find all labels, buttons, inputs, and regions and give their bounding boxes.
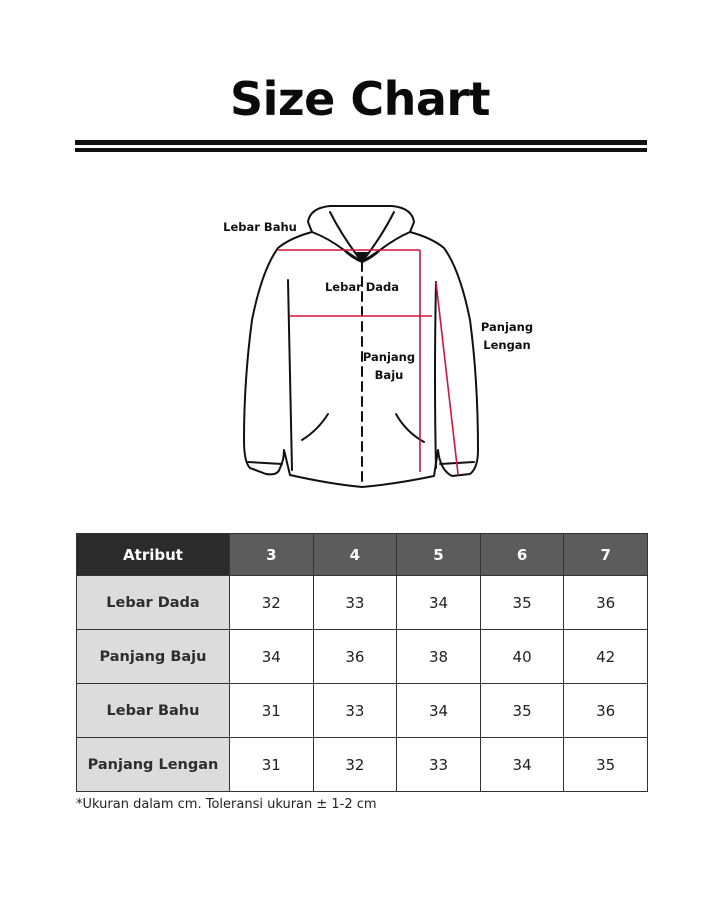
table-cell: 34 <box>230 630 314 684</box>
table-cell: 32 <box>230 576 314 630</box>
table-cell: 38 <box>397 630 481 684</box>
table-cell: 31 <box>230 684 314 738</box>
title-divider-top <box>75 140 647 145</box>
row-label: Lebar Bahu <box>77 684 230 738</box>
sleeve-length-label-line1: Panjang <box>480 320 534 334</box>
body-length-label-line1: Panjang <box>362 350 416 364</box>
page-title: Size Chart <box>229 72 491 126</box>
row-label: Lebar Dada <box>77 576 230 630</box>
table-cell: 31 <box>230 738 314 792</box>
table-cell: 35 <box>564 738 648 792</box>
hoodie-diagram <box>0 180 720 510</box>
size-header: 5 <box>397 534 481 576</box>
sleeve-length-measure-line <box>436 282 458 474</box>
sleeve-length-label-line2: Lengan <box>483 338 531 352</box>
table-cell: 34 <box>397 576 481 630</box>
table-cell: 34 <box>480 738 564 792</box>
table-cell: 40 <box>480 630 564 684</box>
table-cell: 32 <box>313 738 397 792</box>
size-header: 7 <box>564 534 648 576</box>
hoodie-illustration <box>0 180 720 510</box>
table-cell: 36 <box>564 576 648 630</box>
size-note: *Ukuran dalam cm. Toleransi ukuran ± 1-2 cm <box>76 797 377 812</box>
table-row <box>77 738 648 792</box>
table-row <box>77 576 648 630</box>
size-header: 6 <box>480 534 564 576</box>
chest-label: Lebar Dada <box>324 280 400 294</box>
shoulder-label: Lebar Bahu <box>223 220 297 234</box>
table-cell: 42 <box>564 630 648 684</box>
table-cell: 33 <box>313 576 397 630</box>
table-cell: 33 <box>313 684 397 738</box>
size-header: 4 <box>313 534 397 576</box>
size-table <box>76 533 648 792</box>
table-cell: 36 <box>313 630 397 684</box>
table-cell: 33 <box>397 738 481 792</box>
table-cell: 35 <box>480 684 564 738</box>
body-length-label-line2: Baju <box>374 368 404 382</box>
row-label: Panjang Baju <box>77 630 230 684</box>
table-cell: 35 <box>480 576 564 630</box>
size-header: 3 <box>230 534 314 576</box>
table-row <box>77 630 648 684</box>
title-divider-bottom <box>75 148 647 152</box>
table-cell: 34 <box>397 684 481 738</box>
row-label: Panjang Lengan <box>77 738 230 792</box>
attribute-header: Atribut <box>77 534 230 576</box>
size-table-header <box>77 534 648 576</box>
table-row <box>77 684 648 738</box>
table-cell: 36 <box>564 684 648 738</box>
